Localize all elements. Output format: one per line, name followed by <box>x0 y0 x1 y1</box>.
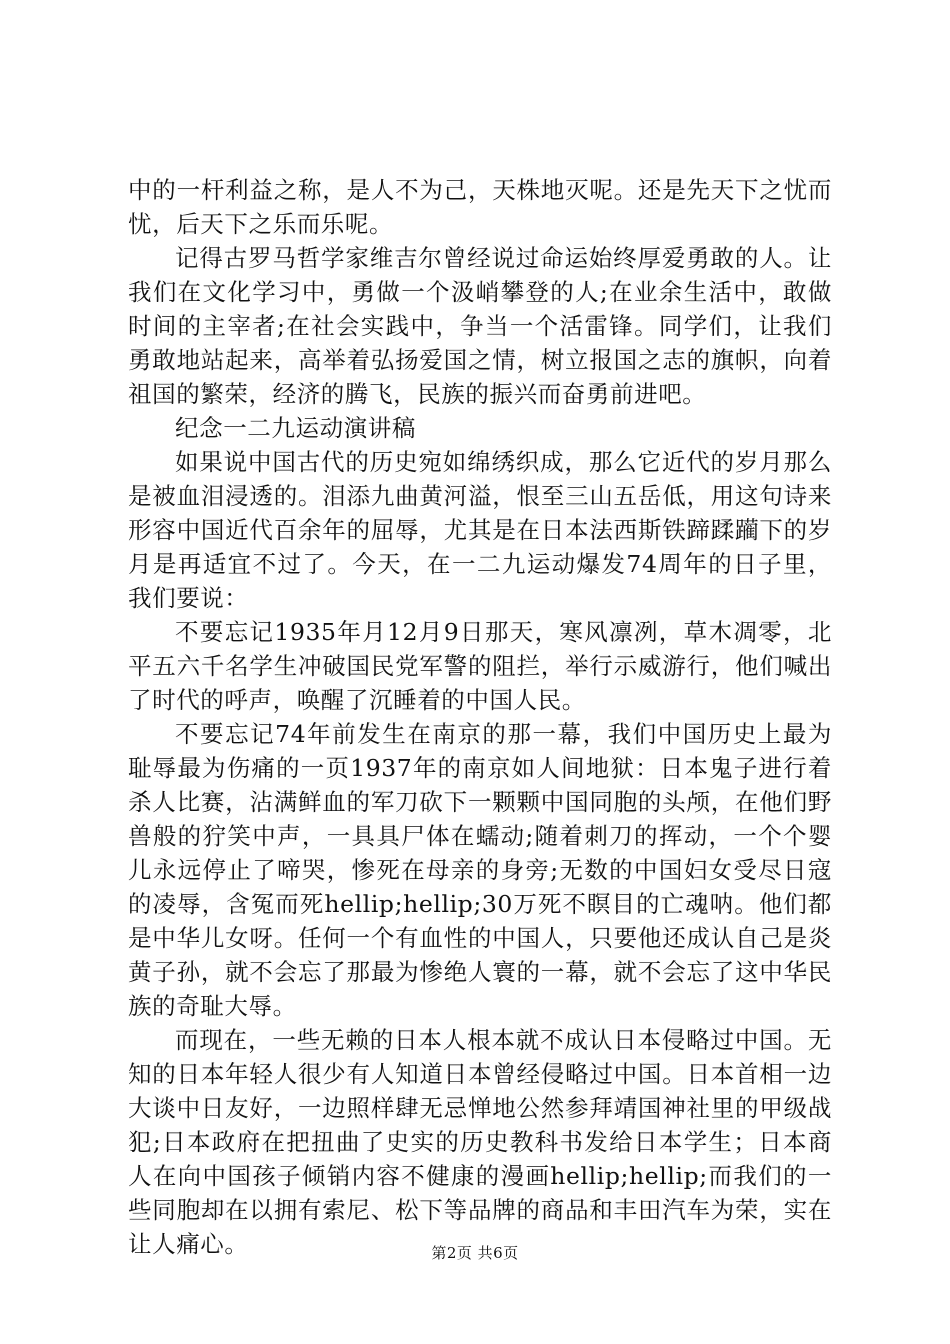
paragraph-continuation: 中的一杆利益之称，是人不为己，天株地灭呢。还是先天下之忧而忧，后天下之乐而乐呢。 <box>128 176 832 238</box>
paragraph: 如果说中国古代的历史宛如绵绣织成，那么它近代的岁月那么是被血泪浸透的。泪添九曲黄河溢，恨至三山五岳低，用这句诗来形容中国近代百余年的屈辱，尤其是在日本法西斯铁蹄蹂躏下的岁月是再适宜不过了。今天，在一二九运动爆发74周年的日子里，我们要说： <box>128 448 832 612</box>
page-number-footer: 第2页 共6页 <box>431 1244 519 1262</box>
paragraph: 不要忘记74年前发生在南京的那一幕，我们中国历史上最为耻辱最为伤痛的一页1937年的南京如人间地狱：日本鬼子进行着杀人比赛，沾满鲜血的军刀砍下一颗颗中国同胞的头颅，在他们野兽般的狞笑中声，一具具尸体在蠕动;随着刺刀的挥动，一个个婴儿永远停止了啼哭，惨死在母亲的身旁;无数的中国妇女受尽日寇的凌辱，含冤而死hellip;hellip;30万死不瞑目的亡魂呐。他们都是中华儿女呀。任何一个有血性的中国人，只要他还成认自己是炎黄子孙，就不会忘了那最为惨绝人寰的一幕，就不会忘了这中华民族的奇耻大辱。 <box>128 720 832 1020</box>
paragraph: 不要忘记1935年月12月9日那天，寒风凛冽，草木凋零，北平五六千名学生冲破国民党军警的阻拦，举行示威游行，他们喊出了时代的呼声，唤醒了沉睡着的中国人民。 <box>128 618 832 714</box>
speech-title: 纪念一二九运动演讲稿 <box>175 414 416 442</box>
document-body <box>128 173 832 1261</box>
paragraph: 记得古罗马哲学家维吉尔曾经说过命运始终厚爱勇敢的人。让我们在文化学习中，勇做一个汲峭攀登的人;在业余生活中，敢做时间的主宰者;在社会实践中，争当一个活雷锋。同学们，让我们勇敢地站起来，高举着弘扬爱国之情，树立报国之志的旗帜，向着祖国的繁荣，经济的腾飞，民族的振兴而奋勇前进吧。 <box>128 244 832 408</box>
paragraph: 而现在，一些无赖的日本人根本就不成认日本侵略过中国。无知的日本年轻人很少有人知道日本曾经侵略过中国。日本首相一边大谈中日友好，一边照样肆无忌惮地公然参拜靖国神社里的甲级战犯;日本政府在把扭曲了史实的历史教科书发给日本学生；日本商人在向中国孩子倾销内容不健康的漫画hellip;hellip;而我们的一些同胞却在以拥有索尼、松下等品牌的商品和丰田汽车为荣，实在让人痛心。 <box>128 1026 832 1258</box>
